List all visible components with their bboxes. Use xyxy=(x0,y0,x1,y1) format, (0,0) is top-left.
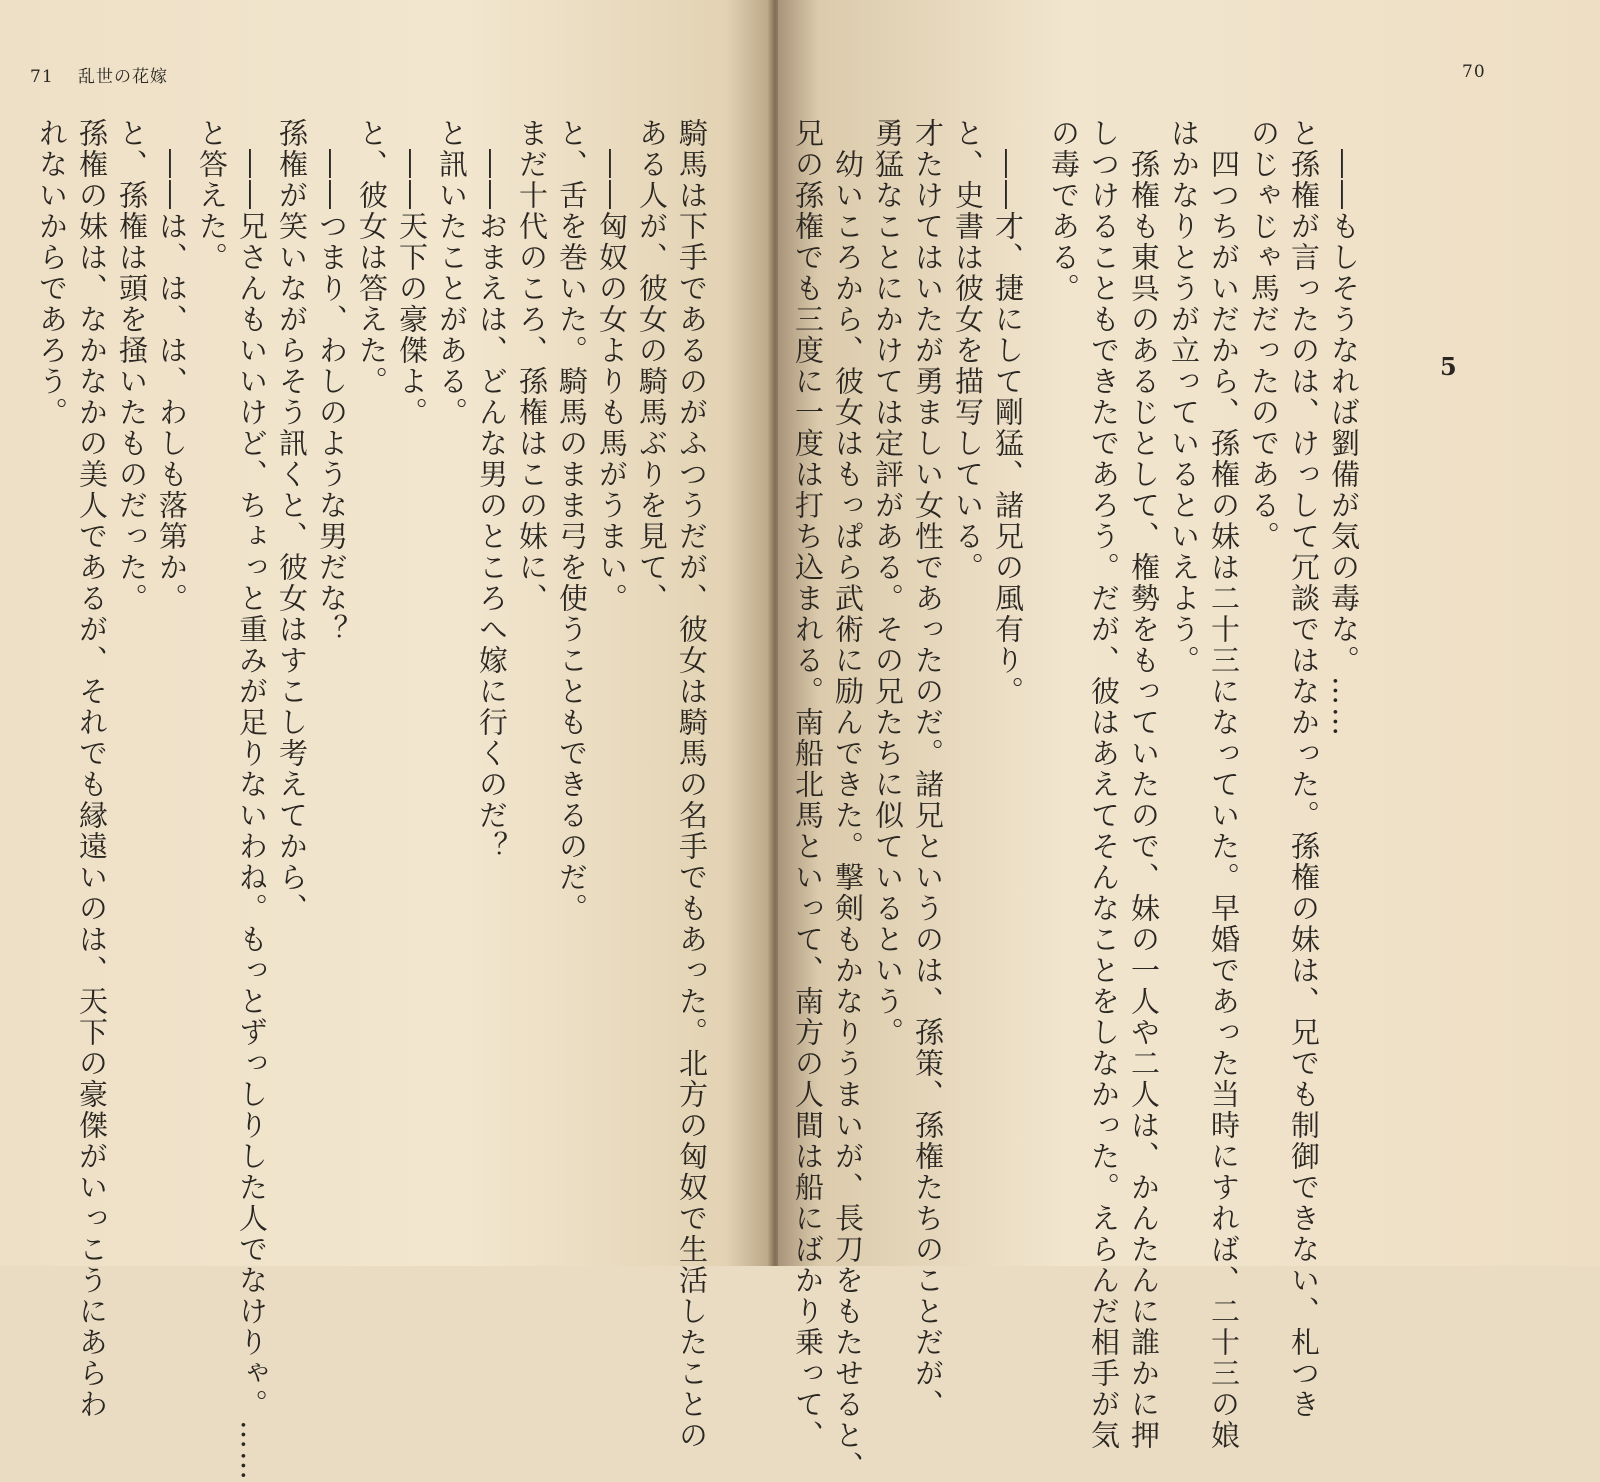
text-line: ――兄さんもいいけど、ちょっと重みが足りないわね。もっとずっしりした人でなけりゃ。…… xyxy=(235,118,269,1482)
text-line: ――才、捷にして剛猛、諸兄の風有り。 xyxy=(991,118,1025,707)
text-line: と訊いたことがある。 xyxy=(435,118,469,428)
text-line: 才たけてはいたが勇ましい女性であったのだ。諸兄というのは、孫策、孫権たちのことだが、 xyxy=(911,118,945,1420)
right-page-number: 70 xyxy=(1462,62,1486,82)
left-page-body xyxy=(35,118,712,1482)
right-page-body-bottom xyxy=(791,118,1028,1482)
text-line: ――匈奴の女よりも馬がうまい。 xyxy=(595,118,629,614)
text-line: れないからであろう。 xyxy=(35,118,69,428)
text-line: 幼いころから、彼女はもっぱら武術に励んできた。撃剣もかなりうまいが、長刀をもたせると、 xyxy=(831,118,865,1482)
text-line: と、彼女は答えた。 xyxy=(355,118,389,397)
text-line: と、史書は彼女を描写している。 xyxy=(951,118,985,583)
text-line: ――は、は、は、わしも落第か。 xyxy=(155,118,189,614)
text-line: ――天下の豪傑よ。 xyxy=(395,118,429,428)
right-page-header xyxy=(1462,62,1486,82)
text-line: と孫権が言ったのは、けっして冗談ではなかった。孫権の妹は、兄でも制御できない、札つき xyxy=(1287,118,1321,1420)
text-line: 孫権が笑いながらそう訊くと、彼女はすこし考えてから、 xyxy=(275,118,309,924)
text-line: しつけることもできたであろう。だが、彼はあえてそんなことをしなかった。えらんだ相手が気 xyxy=(1087,118,1121,1451)
text-line: と、孫権は頭を掻いたものだった。 xyxy=(115,118,149,614)
text-line: ――おまえは、どんな男のところへ嫁に行くのだ？ xyxy=(475,118,509,862)
text-line: 勇猛なことにかけては定評がある。その兄たちに似ているという。 xyxy=(871,118,905,1048)
text-line: 騎馬は下手であるのがふつうだが、彼女は騎馬の名手でもあった。北方の匈奴で生活したことの xyxy=(675,118,709,1451)
right-page-body-top xyxy=(1047,118,1364,1451)
text-line: はかなりとうが立っているといえよう。 xyxy=(1167,118,1201,676)
section-number: 5 xyxy=(1440,352,1457,381)
text-line: 孫権の妹は、なかなかの美人であるが、それでも縁遠いのは、天下の豪傑がいっこうにあらわ xyxy=(75,118,109,1420)
text-line: と答えた。 xyxy=(195,118,229,273)
text-line: 兄の孫権でも三度に一度は打ち込まれる。南船北馬といって、南方の人間は船にばかり乗って、 xyxy=(791,118,825,1451)
text-line: ――つまり、わしのような男だな？ xyxy=(315,118,349,645)
text-line: ――もしそうなれば劉備が気の毒な。…… xyxy=(1327,118,1361,738)
text-line: ある人が、彼女の騎馬ぶりを見て、 xyxy=(635,118,669,614)
left-page-number: 71 xyxy=(30,67,54,87)
left-page-header xyxy=(30,62,168,87)
text-line: のじゃじゃ馬だったのである。 xyxy=(1247,118,1281,552)
left-page xyxy=(0,0,772,1482)
text-line: まだ十代のころ、孫権はこの妹に、 xyxy=(515,118,549,614)
text-line: の毒である。 xyxy=(1047,118,1081,304)
running-title: 乱世の花嫁 xyxy=(78,67,169,87)
text-line: 四つちがいだから、孫権の妹は二十三になっていた。早婚であった当時にすれば、二十三の娘 xyxy=(1207,118,1241,1451)
text-line: と、舌を巻いた。騎馬のまま弓を使うこともできるのだ。 xyxy=(555,118,589,924)
text-line: 孫権も東呉のあるじとして、権勢をもっていたので、妹の一人や二人は、かんたんに誰かに押 xyxy=(1127,118,1161,1451)
